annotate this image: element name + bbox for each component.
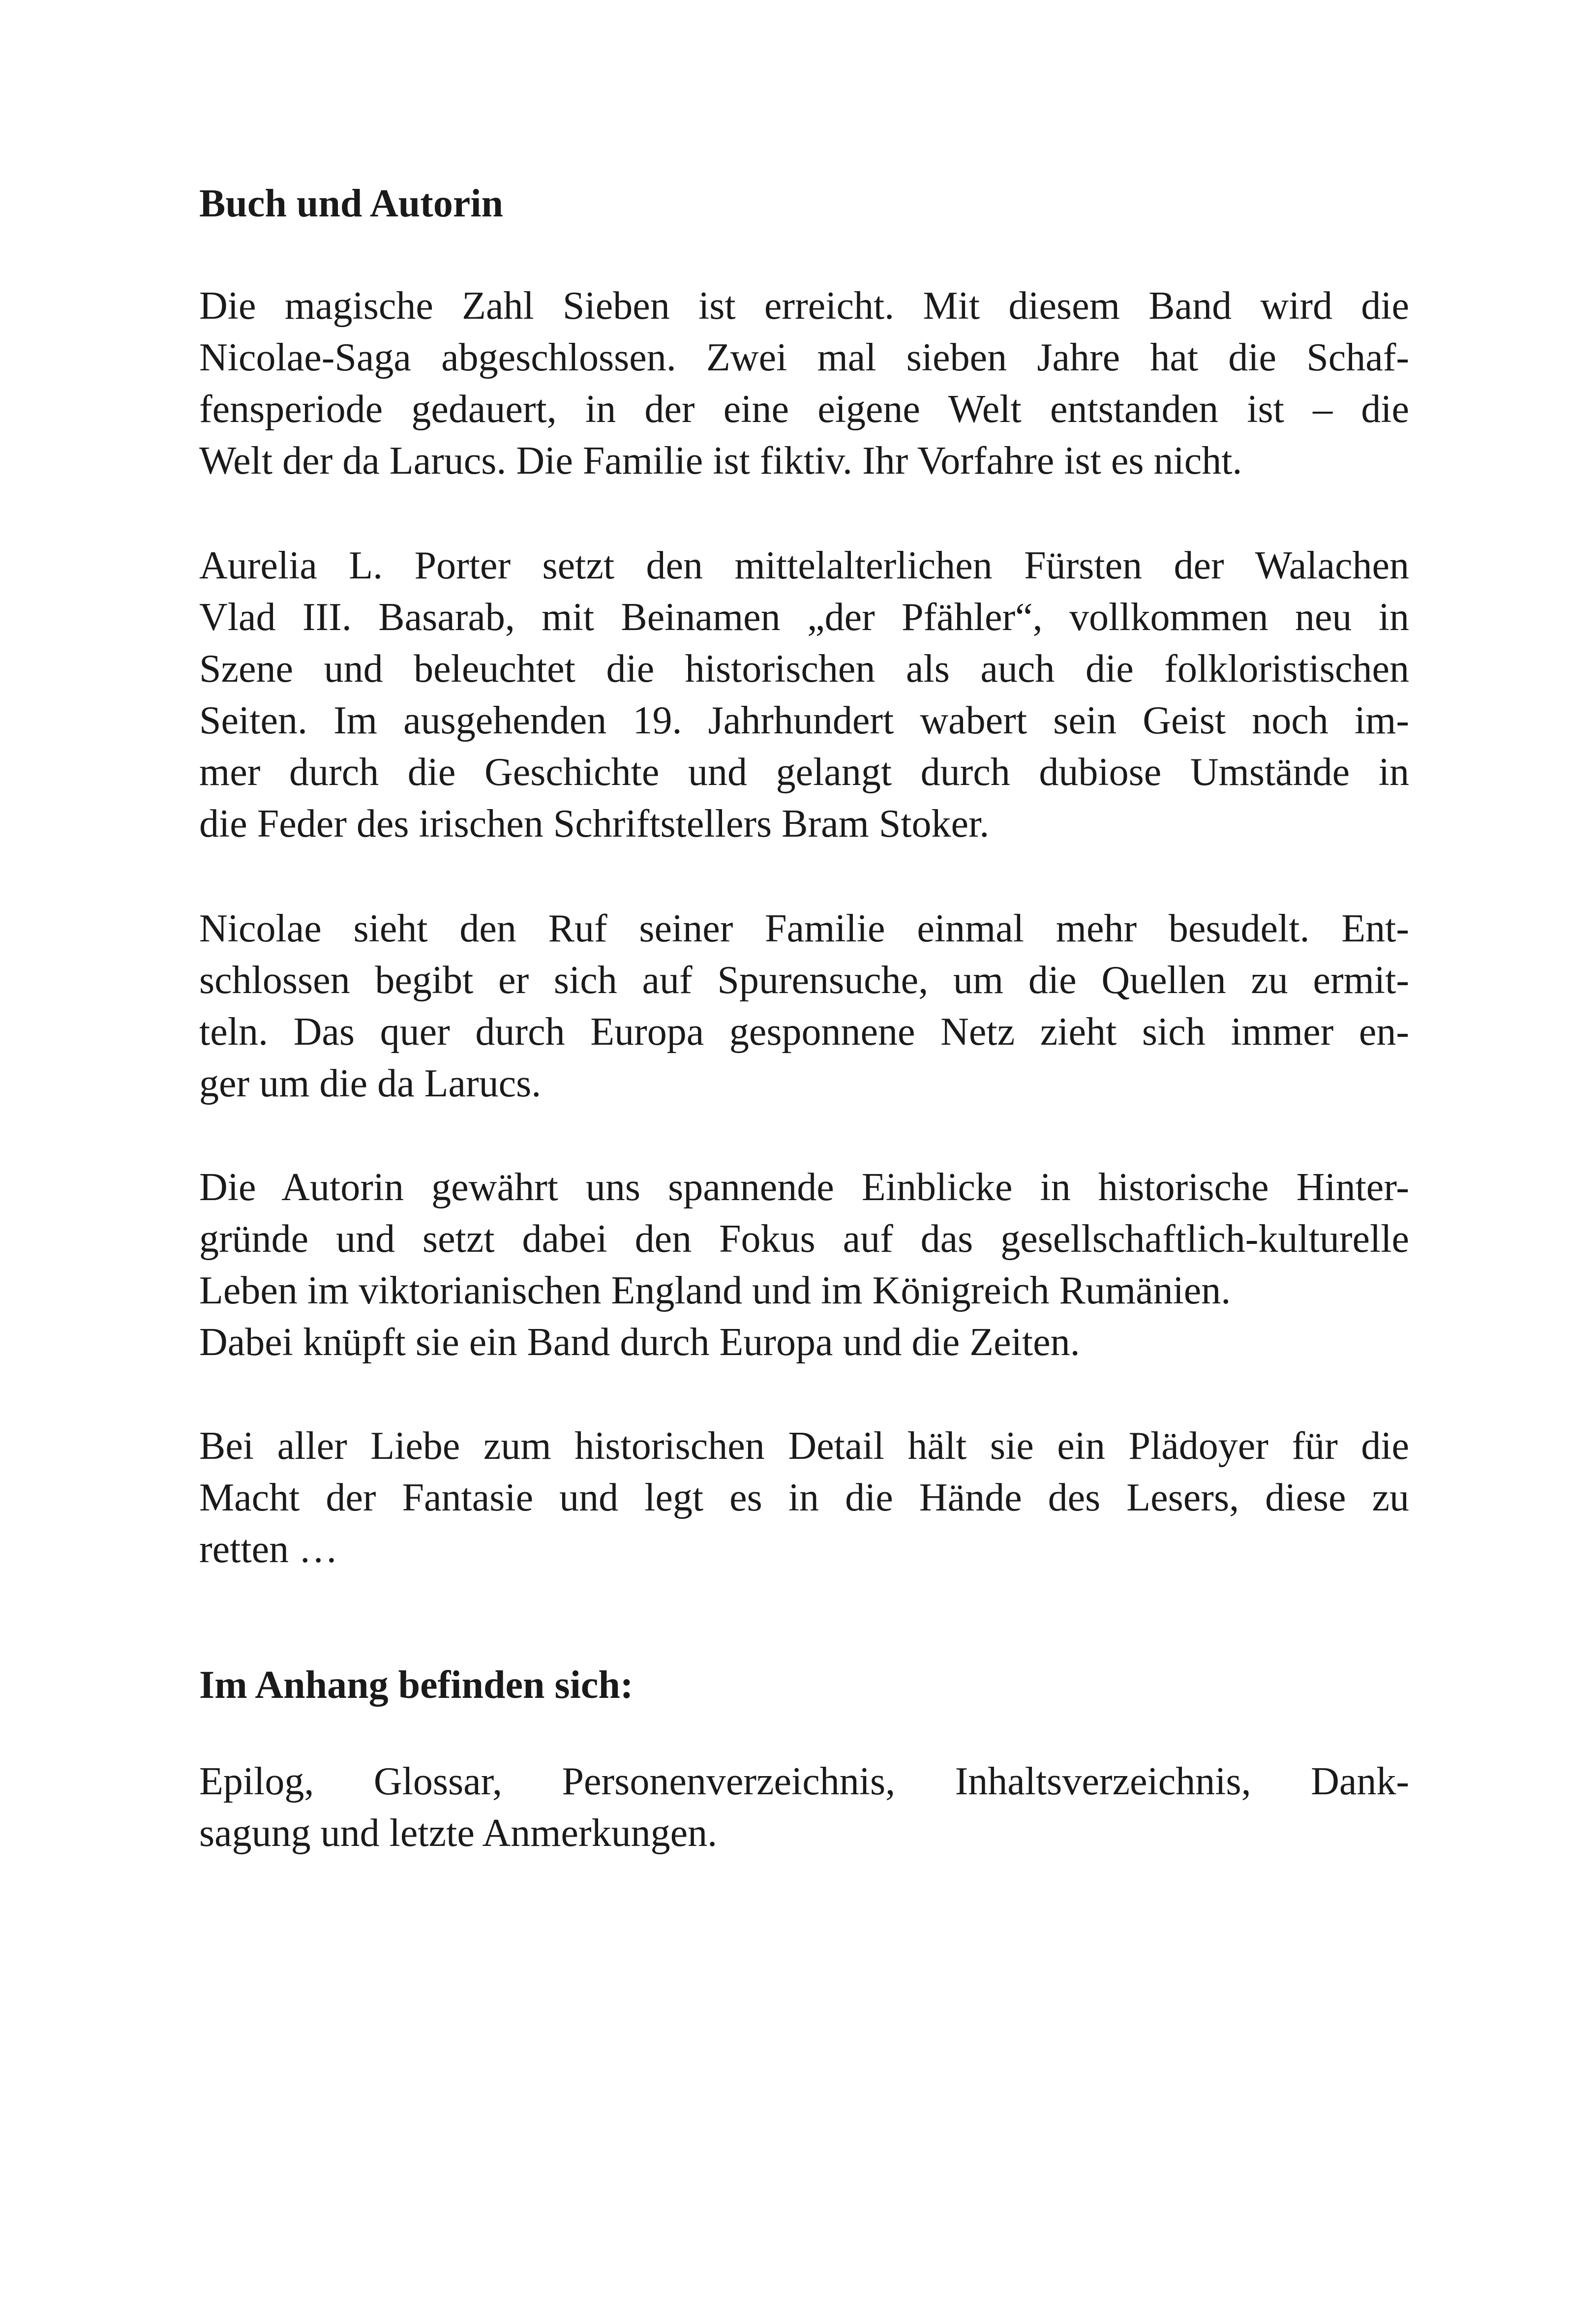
- heading-book-and-author: Buch und Autorin: [199, 182, 504, 225]
- text-line: Welt der da Larucs. Die Familie ist fiktiv. Ihr Vorfahre ist es nicht.: [199, 439, 1242, 483]
- text-line: Vlad III. Basarab, mit Beinamen „der Pfähler“, vollkommen neu in: [199, 596, 1409, 639]
- paragraph-5: [199, 1420, 1409, 1575]
- text-line: Szene und beleuchtet die historischen als auch die folkloristischen: [199, 647, 1409, 691]
- text-line: Macht der Fantasie und legt es in die Hände des Lesers, diese zu: [199, 1476, 1409, 1519]
- paragraph-1: [199, 280, 1409, 487]
- text-line: Leben im viktorianischen England und im Königreich Rumänien.: [199, 1269, 1231, 1312]
- text-line: teln. Das quer durch Europa gesponnene Netz zieht sich immer en-: [199, 1010, 1409, 1054]
- text-line: schlossen begibt er sich auf Spurensuche, um die Quellen zu ermit-: [199, 959, 1409, 1002]
- text-line: Die magische Zahl Sieben ist erreicht. Mit diesem Band wird die: [199, 284, 1409, 328]
- text-line: Dabei knüpft sie ein Band durch Europa und die Zeiten.: [199, 1321, 1080, 1364]
- paragraph-2: [199, 540, 1409, 850]
- text-line: ger um die da Larucs.: [199, 1062, 542, 1105]
- paragraph-3: [199, 903, 1409, 1110]
- heading-appendix: Im Anhang befinden sich:: [199, 1663, 634, 1707]
- paragraph-4: [199, 1162, 1409, 1368]
- text-line: fensperiode gedauert, in der eine eigene Welt entstanden ist – die: [199, 388, 1409, 431]
- appendix-paragraph: [199, 1756, 1409, 1859]
- text-line: Seiten. Im ausgehenden 19. Jahrhundert wabert sein Geist noch im-: [199, 699, 1409, 742]
- text-line: Die Autorin gewährt uns spannende Einblicke in historische Hinter-: [199, 1166, 1409, 1209]
- text-line: Nicolae sieht den Ruf seiner Familie einmal mehr besudelt. Ent-: [199, 907, 1409, 950]
- text-line: retten …: [199, 1528, 338, 1571]
- text-line: gründe und setzt dabei den Fokus auf das gesellschaftlich-kulturelle: [199, 1217, 1409, 1261]
- text-line: Epilog, Glossar, Personenverzeichnis, Inhaltsverzeichnis, Dank-: [199, 1760, 1409, 1803]
- text-line: Nicolae-Saga abgeschlossen. Zwei mal sieben Jahre hat die Schaf-: [199, 336, 1409, 379]
- text-line: Bei aller Liebe zum historischen Detail hält sie ein Plädoyer für die: [199, 1424, 1409, 1468]
- text-line: die Feder des irischen Schriftstellers Bram Stoker.: [199, 802, 990, 845]
- text-line: sagung und letzte Anmerkungen.: [199, 1811, 718, 1855]
- text-line: mer durch die Geschichte und gelangt durch dubiose Umstände in: [199, 751, 1409, 794]
- text-line: Aurelia L. Porter setzt den mittelalterlichen Fürsten der Walachen: [199, 544, 1409, 587]
